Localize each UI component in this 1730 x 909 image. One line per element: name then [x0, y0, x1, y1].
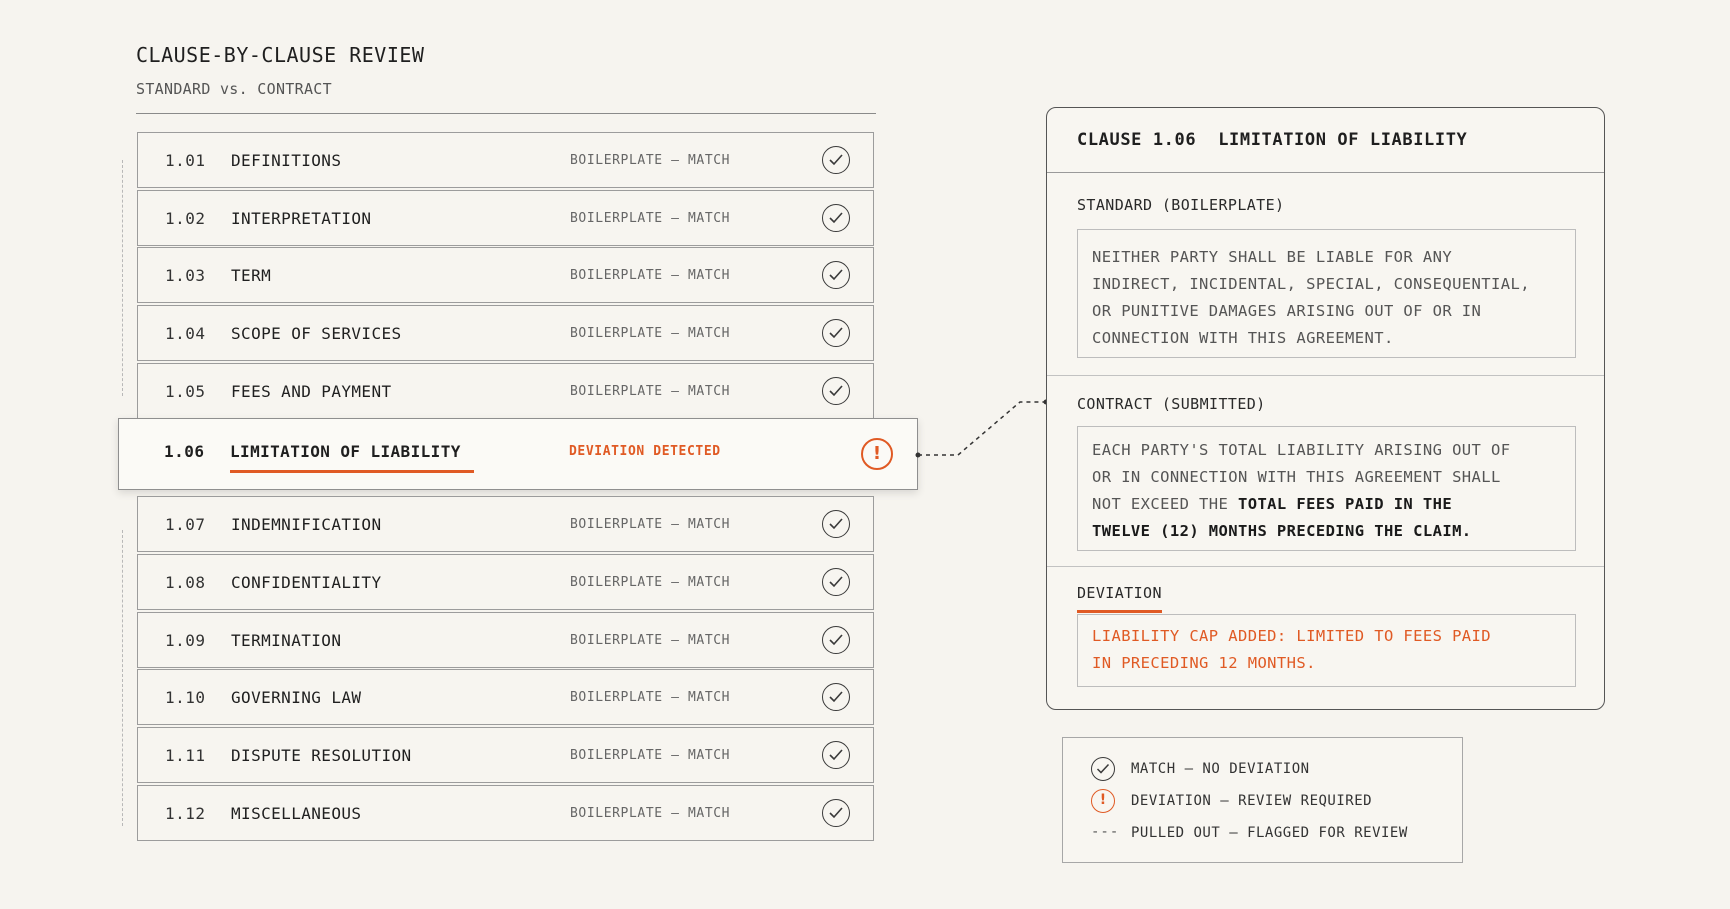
match-status: BOILERPLATE – MATCH — [570, 326, 731, 341]
check-circle-icon — [822, 799, 850, 827]
legend-pulled-text: PULLED OUT – FLAGGED FOR REVIEW — [1131, 825, 1408, 841]
standard-line: INDIRECT, INCIDENTAL, SPECIAL, CONSEQUENTIAL, — [1092, 275, 1530, 293]
match-status: BOILERPLATE – MATCH — [570, 384, 731, 399]
clause-row-1-02[interactable] — [137, 190, 874, 246]
clause-row-1-12[interactable] — [137, 785, 874, 841]
clause-name: TERM — [231, 266, 272, 285]
check-circle-icon — [822, 626, 850, 654]
check-circle-icon — [822, 261, 850, 289]
contract-line: EACH PARTY'S TOTAL LIABILITY ARISING OUT OF — [1092, 441, 1511, 459]
clause-number: 1.07 — [165, 515, 206, 534]
check-circle-icon — [822, 741, 850, 769]
standard-line: NEITHER PARTY SHALL BE LIABLE FOR ANY — [1092, 248, 1453, 266]
clause-number: 1.06 — [164, 442, 205, 461]
page-subtitle: STANDARD vs. CONTRACT — [136, 80, 332, 98]
contract-text-box — [1077, 426, 1576, 551]
clause-name: INTERPRETATION — [231, 209, 372, 228]
deviation-label: DEVIATION — [1077, 584, 1162, 602]
match-status: BOILERPLATE – MATCH — [570, 575, 731, 590]
check-circle-icon — [822, 204, 850, 232]
match-status: BOILERPLATE – MATCH — [570, 690, 731, 705]
clause-row-1-01[interactable] — [137, 132, 874, 188]
clause-row-1-11[interactable] — [137, 727, 874, 783]
clause-number: 1.04 — [165, 324, 206, 343]
clause-number: 1.05 — [165, 382, 206, 401]
clause-name: TERMINATION — [231, 631, 342, 650]
legend — [1062, 737, 1463, 863]
clause-number: 1.12 — [165, 804, 206, 823]
contract-label: CONTRACT (SUBMITTED) — [1077, 395, 1266, 413]
page-title: CLAUSE-BY-CLAUSE REVIEW — [136, 43, 425, 67]
contract-text: NOT EXCEED THE — [1092, 495, 1238, 513]
match-status: BOILERPLATE – MATCH — [570, 517, 731, 532]
detail-clause-title: LIMITATION OF LIABILITY — [1218, 130, 1468, 150]
detail-header — [1077, 130, 1467, 150]
detail-header-divider — [1047, 172, 1604, 173]
standard-line: CONNECTION WITH THIS AGREEMENT. — [1092, 329, 1394, 347]
clause-name: DEFINITIONS — [231, 151, 342, 170]
clause-name: SCOPE OF SERVICES — [231, 324, 402, 343]
clause-detail-panel — [1046, 107, 1605, 710]
match-status: BOILERPLATE – MATCH — [570, 153, 731, 168]
clause-number: 1.09 — [165, 631, 206, 650]
standard-line: OR PUNITIVE DAMAGES ARISING OUT OF OR IN — [1092, 302, 1482, 320]
detail-clause-ref: CLAUSE 1.06 — [1077, 130, 1197, 150]
clause-name: GOVERNING LAW — [231, 688, 362, 707]
deviation-text-box — [1077, 614, 1576, 687]
clause-row-1-10[interactable] — [137, 669, 874, 725]
alert-circle-icon[interactable]: ! — [861, 438, 893, 470]
legend-deviation-text: DEVIATION – REVIEW REQUIRED — [1131, 793, 1373, 809]
contract-line — [1092, 491, 1561, 518]
match-status: BOILERPLATE – MATCH — [570, 211, 731, 226]
clause-number: 1.03 — [165, 266, 206, 285]
clause-name: MISCELLANEOUS — [231, 804, 362, 823]
clause-row-1-09[interactable] — [137, 612, 874, 668]
clause-row-1-08[interactable] — [137, 554, 874, 610]
section-divider — [1047, 375, 1604, 376]
check-circle-icon — [822, 510, 850, 538]
clause-row-1-04[interactable] — [137, 305, 874, 361]
clause-name: DISPUTE RESOLUTION — [231, 746, 412, 765]
match-status: BOILERPLATE – MATCH — [570, 268, 731, 283]
clause-name: INDEMNIFICATION — [231, 515, 382, 534]
legend-match-text: MATCH – NO DEVIATION — [1131, 761, 1310, 777]
check-circle-icon — [822, 377, 850, 405]
clause-number: 1.11 — [165, 746, 206, 765]
contract-line: OR IN CONNECTION WITH THIS AGREEMENT SHALL — [1092, 468, 1501, 486]
check-circle-icon — [822, 568, 850, 596]
check-circle-icon — [822, 683, 850, 711]
clause-number: 1.10 — [165, 688, 206, 707]
section-divider — [1047, 566, 1604, 567]
check-circle-icon — [822, 146, 850, 174]
group-bracket-bottom — [122, 530, 123, 826]
clause-number: 1.08 — [165, 573, 206, 592]
title-divider — [136, 113, 876, 114]
clause-row-1-06[interactable] — [118, 418, 918, 490]
clause-name: LIMITATION OF LIABILITY — [230, 442, 461, 461]
alert-circle-icon: ! — [1091, 789, 1115, 813]
deviation-line: LIABILITY CAP ADDED: LIMITED TO FEES PAID — [1092, 627, 1492, 645]
dashed-line-icon: --- — [1091, 824, 1120, 840]
deviation-status: DEVIATION DETECTED — [569, 444, 721, 459]
clause-row-1-07[interactable] — [137, 496, 874, 552]
match-status: BOILERPLATE – MATCH — [570, 806, 731, 821]
clause-number: 1.02 — [165, 209, 206, 228]
check-circle-icon — [1091, 757, 1115, 781]
clause-row-1-05[interactable] — [137, 363, 874, 419]
match-status: BOILERPLATE – MATCH — [570, 633, 731, 648]
clause-name-underline — [230, 470, 474, 473]
standard-label: STANDARD (BOILERPLATE) — [1077, 196, 1285, 214]
clause-row-1-03[interactable] — [137, 247, 874, 303]
clause-name: CONFIDENTIALITY — [231, 573, 382, 592]
contract-highlight: TWELVE (12) MONTHS PRECEDING THE CLAIM. — [1092, 522, 1472, 540]
deviation-label-underline — [1077, 610, 1162, 613]
deviation-line: IN PRECEDING 12 MONTHS. — [1092, 654, 1316, 672]
standard-text-box — [1077, 229, 1576, 358]
check-circle-icon — [822, 319, 850, 347]
clause-name: FEES AND PAYMENT — [231, 382, 392, 401]
clause-number: 1.01 — [165, 151, 206, 170]
contract-highlight: TOTAL FEES PAID IN THE — [1237, 495, 1453, 513]
match-status: BOILERPLATE – MATCH — [570, 748, 731, 763]
group-bracket-top — [122, 160, 123, 396]
